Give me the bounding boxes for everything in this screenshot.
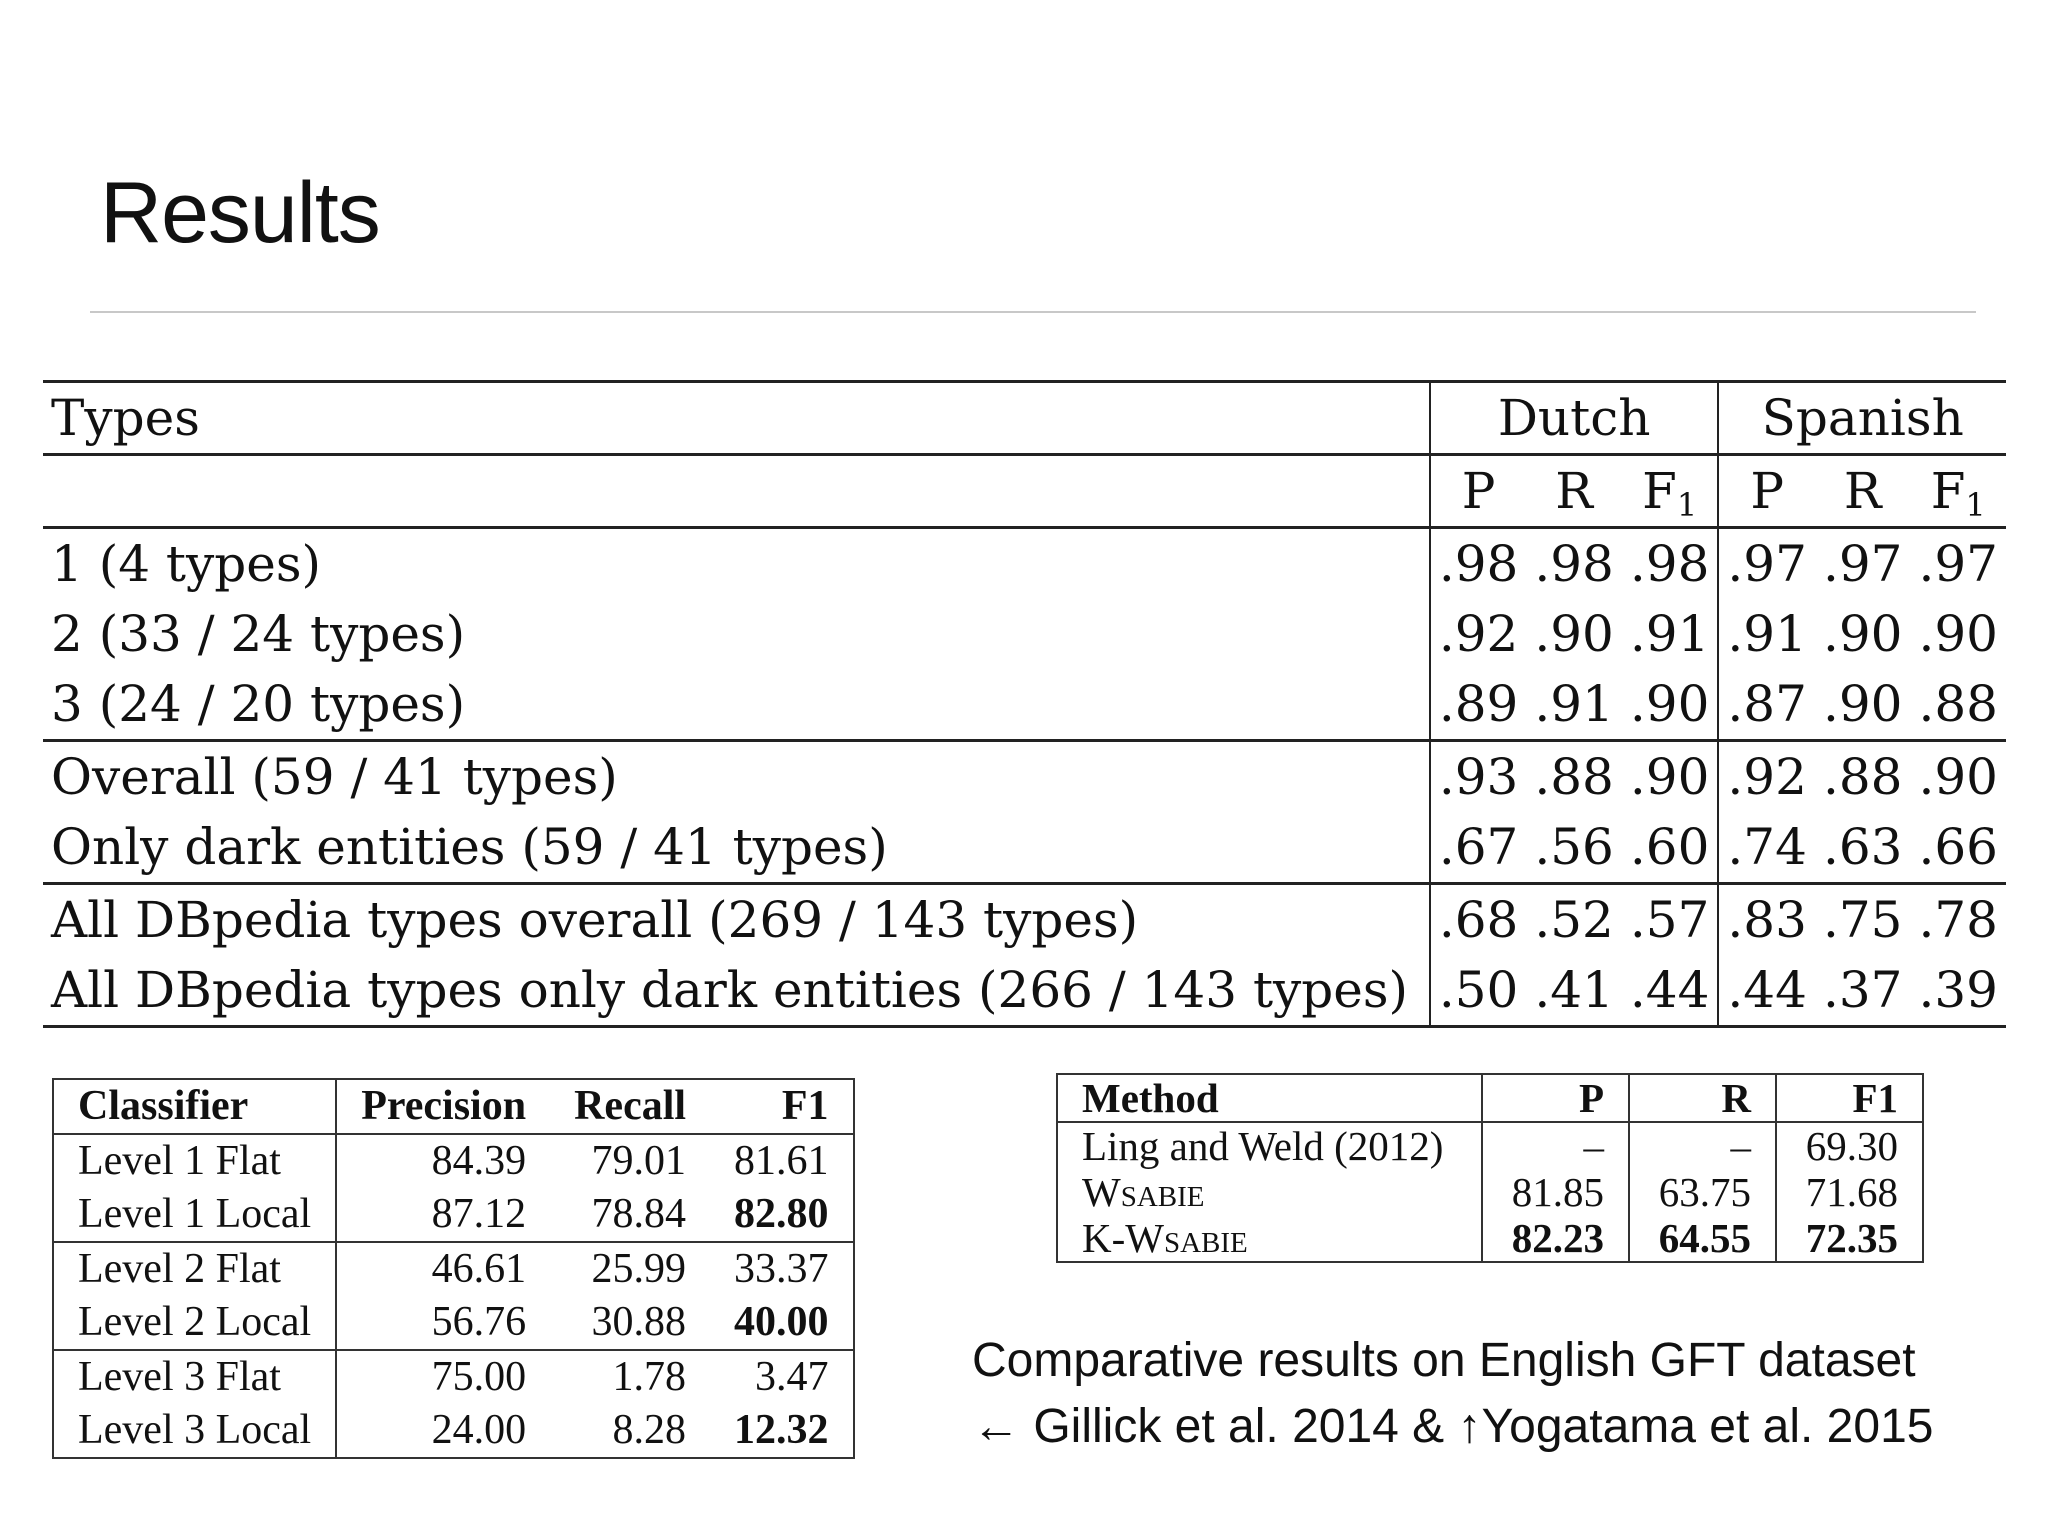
spanish-p-header: P — [1718, 455, 1815, 528]
value-cell: .90 — [1822, 605, 1903, 663]
title-divider — [90, 311, 1976, 313]
precision-value: 75.00 — [336, 1350, 550, 1404]
value-cell: .88 — [1910, 669, 2006, 741]
table-row — [43, 812, 2006, 884]
row-label: All DBpedia types only dark entities (266 / 143 types) — [43, 955, 1430, 1027]
dutch-header: Dutch — [1430, 382, 1719, 455]
table-row — [53, 1404, 854, 1458]
recall-value: 8.28 — [550, 1404, 710, 1458]
table-row — [53, 1134, 854, 1188]
value-cell: .63 — [1815, 812, 1911, 884]
r-value: 64.55 — [1629, 1215, 1776, 1262]
table-row — [1057, 1122, 1923, 1169]
value-cell: .90 — [1918, 748, 1998, 806]
spanish-r-header: R — [1815, 455, 1911, 528]
precision-value: 56.76 — [336, 1296, 550, 1350]
comparison-caption — [972, 1328, 1933, 1460]
recall-value: 30.88 — [550, 1296, 710, 1350]
row-label: Only dark entities (59 / 41 types) — [43, 812, 1430, 884]
slide-title: Results — [100, 165, 380, 261]
value-cell: .60 — [1622, 812, 1719, 884]
f1-header: F1 — [710, 1079, 854, 1134]
table-row — [53, 1188, 854, 1242]
value-cell: .52 — [1534, 891, 1614, 949]
spanish-header: Spanish — [1718, 382, 2006, 455]
value-cell: .97 — [1918, 535, 1998, 593]
caption-line-2: ← Gillick et al. 2014 & ↑Yogatama et al. 2015 — [972, 1400, 1934, 1453]
f1-header: F1 — [1776, 1074, 1923, 1122]
recall-value: 79.01 — [591, 1138, 687, 1184]
classifier-name: Level 3 Local — [53, 1404, 336, 1458]
precision-value: 84.39 — [336, 1134, 550, 1188]
row-label: All DBpedia types overall (269 / 143 types) — [43, 884, 1430, 956]
empty-header-cell — [43, 455, 1430, 528]
value-cell: .88 — [1534, 748, 1614, 806]
value-cell: .97 — [1727, 535, 1807, 593]
value-cell: .91 — [1622, 599, 1719, 669]
caption-line-1: Comparative results on English GFT dataset — [972, 1334, 1916, 1387]
p-value: – — [1482, 1122, 1629, 1169]
value-cell: .98 — [1622, 528, 1719, 600]
value-cell: .93 — [1438, 748, 1519, 806]
value-cell: .44 — [1718, 955, 1815, 1027]
precision-header: Precision — [336, 1079, 550, 1134]
classifier-name: Level 1 Local — [53, 1188, 336, 1242]
table-row — [1057, 1169, 1923, 1215]
table-row — [43, 669, 2006, 741]
value-cell: .57 — [1622, 884, 1719, 956]
value-cell: .74 — [1718, 812, 1815, 884]
value-cell: .98 — [1534, 535, 1614, 593]
f1-value: 40.00 — [710, 1296, 854, 1350]
f1-value: 81.61 — [710, 1134, 854, 1188]
table-row — [53, 1242, 854, 1296]
value-cell: .83 — [1727, 891, 1807, 949]
f1-value: 69.30 — [1776, 1122, 1923, 1169]
method-comparison-table — [1056, 1073, 1924, 1263]
value-cell: .75 — [1822, 891, 1903, 949]
value-cell: .90 — [1622, 669, 1719, 741]
row-label: 1 (4 types) — [43, 528, 1430, 600]
type-results-table — [43, 380, 2006, 1028]
p-header: P — [1482, 1074, 1629, 1122]
f1-value: 72.35 — [1776, 1215, 1923, 1262]
f1-value: 82.80 — [710, 1188, 854, 1242]
value-cell: .90 — [1622, 741, 1719, 813]
classifier-name: Level 2 Flat — [53, 1242, 336, 1296]
value-cell: .44 — [1622, 955, 1719, 1027]
r-header: R — [1629, 1074, 1776, 1122]
method-name: Wsabie — [1057, 1169, 1482, 1215]
value-cell: .68 — [1438, 891, 1519, 949]
value-cell: .91 — [1727, 605, 1807, 663]
spanish-f1-header: $F_1$ — [1910, 455, 2006, 528]
classifier-name: Level 1 Flat — [53, 1134, 336, 1188]
value-cell: .90 — [1534, 605, 1614, 663]
value-cell: .92 — [1438, 605, 1519, 663]
value-cell: .98 — [1438, 535, 1519, 593]
value-cell: .39 — [1910, 955, 2006, 1027]
f1-value: 71.68 — [1776, 1169, 1923, 1215]
precision-value: 87.12 — [336, 1188, 550, 1242]
r-value: 63.75 — [1629, 1169, 1776, 1215]
p-value: 81.85 — [1482, 1169, 1629, 1215]
value-cell: .89 — [1430, 669, 1527, 741]
f1-value: 12.32 — [710, 1404, 854, 1458]
table-row — [43, 955, 2006, 1027]
table-row — [43, 599, 2006, 669]
classifier-results-table — [52, 1078, 855, 1459]
dutch-p-header: P — [1430, 455, 1527, 528]
precision-value: 46.61 — [336, 1242, 550, 1296]
f1-value: 33.37 — [710, 1242, 854, 1296]
types-header: Types — [43, 382, 1430, 455]
dutch-r-header: R — [1526, 455, 1622, 528]
f1-value: 3.47 — [710, 1350, 854, 1404]
table-row — [43, 884, 2006, 956]
precision-value: 24.00 — [336, 1404, 550, 1458]
row-label: 2 (33 / 24 types) — [43, 599, 1430, 669]
table-row — [43, 741, 2006, 813]
table-row — [43, 528, 2006, 600]
method-name: Ling and Weld (2012) — [1057, 1122, 1482, 1169]
dutch-f1-header: $F_1$ — [1622, 455, 1719, 528]
value-cell: .41 — [1526, 955, 1622, 1027]
classifier-name: Level 2 Local — [53, 1296, 336, 1350]
row-label: Overall (59 / 41 types) — [43, 741, 1430, 813]
row-label: 3 (24 / 20 types) — [43, 669, 1430, 741]
value-cell: .50 — [1430, 955, 1527, 1027]
value-cell: .90 — [1815, 669, 1911, 741]
recall-value: 1.78 — [612, 1354, 687, 1400]
recall-value: 25.99 — [591, 1246, 687, 1292]
value-cell: .66 — [1910, 812, 2006, 884]
value-cell: .78 — [1918, 891, 1998, 949]
value-cell: .37 — [1815, 955, 1911, 1027]
table-row — [53, 1296, 854, 1350]
value-cell: .87 — [1718, 669, 1815, 741]
method-name: K-Wsabie — [1057, 1215, 1482, 1262]
recall-header: Recall — [550, 1079, 710, 1134]
value-cell: .90 — [1918, 605, 1998, 663]
classifier-header: Classifier — [53, 1079, 336, 1134]
table-row — [53, 1350, 854, 1404]
r-value: – — [1629, 1122, 1776, 1169]
value-cell: .88 — [1822, 748, 1903, 806]
value-cell: .91 — [1526, 669, 1622, 741]
table-row — [1057, 1215, 1923, 1262]
classifier-name: Level 3 Flat — [53, 1350, 336, 1404]
recall-value: 78.84 — [550, 1188, 710, 1242]
value-cell: .56 — [1526, 812, 1622, 884]
value-cell: .97 — [1822, 535, 1903, 593]
value-cell: .67 — [1430, 812, 1527, 884]
value-cell: .92 — [1727, 748, 1807, 806]
method-header: Method — [1057, 1074, 1482, 1122]
p-value: 82.23 — [1482, 1215, 1629, 1262]
